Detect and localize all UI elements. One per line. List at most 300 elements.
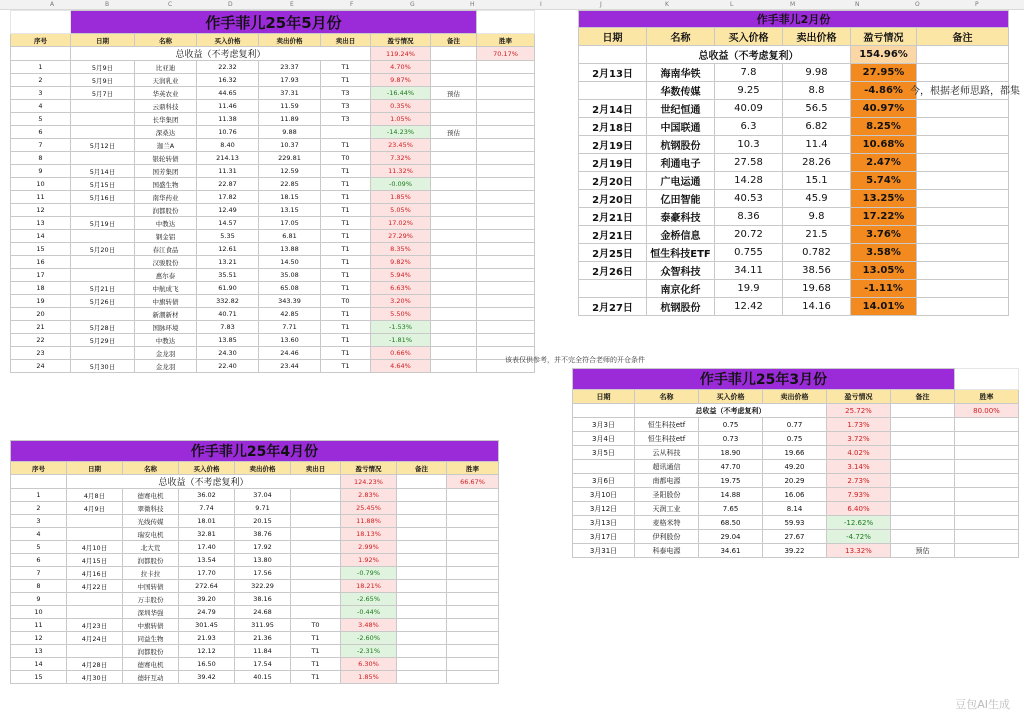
apr-cell-empty xyxy=(397,593,447,606)
may-cell: 17.05 xyxy=(259,217,321,230)
apr-cell: 中国转债 xyxy=(123,580,179,593)
may-cell: 5月29日 xyxy=(71,334,135,347)
mar-cell: 科泰电源 xyxy=(635,544,699,558)
may-cell xyxy=(431,165,477,178)
may-cell xyxy=(71,308,135,321)
may-cell: 9 xyxy=(11,165,71,178)
may-cell: 17 xyxy=(11,269,71,282)
may-cell: 17.02% xyxy=(371,217,431,230)
mar-win-rate: 80.00% xyxy=(955,404,1019,418)
apr-cell: 12 xyxy=(11,632,67,645)
feb-cell-empty xyxy=(917,64,1009,82)
mar-row xyxy=(573,516,1019,530)
mar-row xyxy=(573,474,1019,488)
apr-cell: 2.99% xyxy=(341,541,397,554)
mar-cell: 34.61 xyxy=(699,544,763,558)
apr-cell: 6 xyxy=(11,554,67,567)
feb-cell: 杭钢股份 xyxy=(647,298,715,316)
may-cell: 新潮新材 xyxy=(135,308,197,321)
may-cell: 天润乳业 xyxy=(135,74,197,87)
may-title: 作手菲儿25年5月份 xyxy=(71,11,477,34)
apr-cell-empty xyxy=(397,489,447,502)
mar-col-header: 买入价格 xyxy=(699,390,763,404)
mar-cell xyxy=(891,502,955,516)
apr-cell-empty xyxy=(397,645,447,658)
may-cell: 35.08 xyxy=(259,269,321,282)
mar-cell: 16.06 xyxy=(763,488,827,502)
apr-col-header: 名称 xyxy=(123,462,179,475)
feb-row xyxy=(579,190,1009,208)
mar-cell: 39.22 xyxy=(763,544,827,558)
feb-cell: 10.3 xyxy=(715,136,783,154)
apr-cell: 11.84 xyxy=(235,645,291,658)
may-row xyxy=(11,347,535,360)
may-cell: 11.38 xyxy=(197,113,259,126)
may-cell: 5.35 xyxy=(197,230,259,243)
feb-cell-empty xyxy=(917,118,1009,136)
may-cell: 1.85% xyxy=(371,191,431,204)
may-cell-empty xyxy=(477,256,535,269)
mar-cell: 伊利股份 xyxy=(635,530,699,544)
may-cell: 惠尔泰 xyxy=(135,269,197,282)
feb-cell: 9.98 xyxy=(783,64,851,82)
may-cell: 5月16日 xyxy=(71,191,135,204)
feb-cell: 14.01% xyxy=(851,298,917,316)
feb-row xyxy=(579,154,1009,172)
may-cell xyxy=(71,113,135,126)
may-cell-empty xyxy=(477,191,535,204)
may-row xyxy=(11,152,535,165)
apr-cell-empty xyxy=(447,632,499,645)
mar-cell xyxy=(891,474,955,488)
may-cell: 27.29% xyxy=(371,230,431,243)
may-cell: 20 xyxy=(11,308,71,321)
may-cell: 预估 xyxy=(431,126,477,139)
apr-cell-empty xyxy=(447,554,499,567)
may-cell: 6.63% xyxy=(371,282,431,295)
apr-table-block xyxy=(10,440,499,684)
may-cell xyxy=(431,308,477,321)
mar-cell: 19.75 xyxy=(699,474,763,488)
feb-cell: 11.4 xyxy=(783,136,851,154)
feb-row xyxy=(579,118,1009,136)
mar-cell: 3月6日 xyxy=(573,474,635,488)
mar-cell: 3月31日 xyxy=(573,544,635,558)
may-col-header: 备注 xyxy=(431,34,477,47)
apr-table xyxy=(10,440,499,684)
mar-cell: 49.20 xyxy=(763,460,827,474)
apr-cell: -2.31% xyxy=(341,645,397,658)
apr-row xyxy=(11,658,499,671)
may-cell: 8.35% xyxy=(371,243,431,256)
feb-cell: 40.97% xyxy=(851,100,917,118)
apr-cell: 16.50 xyxy=(179,658,235,671)
feb-cell: 2月20日 xyxy=(579,172,647,190)
may-cell: 长华集团 xyxy=(135,113,197,126)
apr-cell-empty xyxy=(397,671,447,684)
apr-cell: 272.64 xyxy=(179,580,235,593)
ai-watermark: 豆包AI生成 xyxy=(955,698,1010,711)
apr-cell-empty xyxy=(447,528,499,541)
mar-cell: 19.66 xyxy=(763,446,827,460)
may-cell: T1 xyxy=(321,74,371,87)
apr-cell-empty xyxy=(397,528,447,541)
may-cell: T1 xyxy=(321,282,371,295)
mar-cell: 0.73 xyxy=(699,432,763,446)
apr-cell xyxy=(67,515,123,528)
may-cell: 5月7日 xyxy=(71,87,135,100)
may-cell: 5月30日 xyxy=(71,360,135,373)
apr-cell: 4月28日 xyxy=(67,658,123,671)
may-row xyxy=(11,321,535,334)
mar-cell: 59.93 xyxy=(763,516,827,530)
feb-cell: 27.95% xyxy=(851,64,917,82)
may-row xyxy=(11,74,535,87)
apr-cell: 25.45% xyxy=(341,502,397,515)
apr-cell: 翠微科技 xyxy=(123,502,179,515)
apr-cell: 1 xyxy=(11,489,67,502)
feb-cell: 2月14日 xyxy=(579,100,647,118)
may-cell-empty xyxy=(477,321,535,334)
mar-cell: -12.62% xyxy=(827,516,891,530)
apr-cell: 17.92 xyxy=(235,541,291,554)
may-cell xyxy=(71,230,135,243)
apr-cell: 2 xyxy=(11,502,67,515)
may-col-header: 盈亏情况 xyxy=(371,34,431,47)
may-cell: 22 xyxy=(11,334,71,347)
feb-title: 作手菲儿2月份 xyxy=(579,11,1009,28)
mar-cell-empty xyxy=(955,418,1019,432)
may-cell xyxy=(431,113,477,126)
feb-cell: 广电运通 xyxy=(647,172,715,190)
may-cell: T1 xyxy=(321,321,371,334)
apr-cell: 39.20 xyxy=(179,593,235,606)
mar-col-header: 备注 xyxy=(891,390,955,404)
may-cell: 10 xyxy=(11,178,71,191)
may-cell: 24.30 xyxy=(197,347,259,360)
may-cell: 0.35% xyxy=(371,100,431,113)
feb-cell-empty xyxy=(917,244,1009,262)
may-cell: 24 xyxy=(11,360,71,373)
feb-table-block xyxy=(578,10,1009,316)
may-col-header: 买入价格 xyxy=(197,34,259,47)
may-cell-empty xyxy=(477,295,535,308)
may-cell: 4.64% xyxy=(371,360,431,373)
feb-cell: 6.82 xyxy=(783,118,851,136)
may-cell: 5.50% xyxy=(371,308,431,321)
feb-cell-empty xyxy=(917,208,1009,226)
mar-table xyxy=(572,368,1019,558)
may-row xyxy=(11,269,535,282)
feb-cell: 13.25% xyxy=(851,190,917,208)
apr-win-rate: 66.67% xyxy=(447,475,499,489)
may-cell: T1 xyxy=(321,230,371,243)
may-cell: 18 xyxy=(11,282,71,295)
may-cell: 钢金铝 xyxy=(135,230,197,243)
apr-cell: 4月10日 xyxy=(67,541,123,554)
feb-cell: 21.5 xyxy=(783,226,851,244)
may-cell: T1 xyxy=(321,139,371,152)
feb-cell xyxy=(579,280,647,298)
feb-cell: 2月19日 xyxy=(579,136,647,154)
may-cell: T1 xyxy=(321,191,371,204)
may-cell: 13.85 xyxy=(197,334,259,347)
feb-cell: 2.47% xyxy=(851,154,917,172)
may-row xyxy=(11,191,535,204)
may-cell-empty xyxy=(477,308,535,321)
mar-cell: 南都电源 xyxy=(635,474,699,488)
feb-cell-empty xyxy=(917,298,1009,316)
apr-row xyxy=(11,502,499,515)
may-cell: -0.09% xyxy=(371,178,431,191)
apr-cell: 4月9日 xyxy=(67,502,123,515)
feb-row xyxy=(579,172,1009,190)
may-cell: 343.39 xyxy=(259,295,321,308)
may-cell: 11.32% xyxy=(371,165,431,178)
may-cell: T1 xyxy=(321,165,371,178)
mar-cell xyxy=(891,530,955,544)
may-cell: 22.32 xyxy=(197,61,259,74)
may-cell: 5月15日 xyxy=(71,178,135,191)
apr-cell: T1 xyxy=(291,632,341,645)
may-cell: 17.82 xyxy=(197,191,259,204)
apr-col-header: 卖出价格 xyxy=(235,462,291,475)
feb-cell: 13.05% xyxy=(851,262,917,280)
apr-row xyxy=(11,580,499,593)
mar-cell-empty xyxy=(955,516,1019,530)
mar-cell: 0.75 xyxy=(699,418,763,432)
feb-cell: 9.8 xyxy=(783,208,851,226)
apr-cell: 深圳华强 xyxy=(123,606,179,619)
may-cell: 国芳集团 xyxy=(135,165,197,178)
may-cell xyxy=(431,243,477,256)
feb-cell: 9.25 xyxy=(715,82,783,100)
apr-cell: 15 xyxy=(11,671,67,684)
may-row xyxy=(11,256,535,269)
feb-row xyxy=(579,280,1009,298)
apr-cell-empty xyxy=(397,502,447,515)
feb-cell: 2月21日 xyxy=(579,226,647,244)
apr-cell-empty xyxy=(397,632,447,645)
mar-cell: 1.73% xyxy=(827,418,891,432)
feb-cell: 2月20日 xyxy=(579,190,647,208)
feb-row xyxy=(579,136,1009,154)
feb-cell: 2月26日 xyxy=(579,262,647,280)
apr-col-header: 卖出日 xyxy=(291,462,341,475)
feb-table xyxy=(578,10,1009,316)
may-cell: 7.32% xyxy=(371,152,431,165)
may-cell-empty xyxy=(477,152,535,165)
may-cell: 23.45% xyxy=(371,139,431,152)
may-cell: 中旗转债 xyxy=(135,295,197,308)
apr-col-header: 日期 xyxy=(67,462,123,475)
may-cell xyxy=(431,269,477,282)
apr-cell: 24.79 xyxy=(179,606,235,619)
feb-total-label: 总收益（不考虑复利） xyxy=(647,46,851,64)
feb-row xyxy=(579,244,1009,262)
column-letter: O xyxy=(915,1,920,8)
may-cell: 8 xyxy=(11,152,71,165)
may-cell: 4.70% xyxy=(371,61,431,74)
apr-row xyxy=(11,515,499,528)
feb-cell: 利通电子 xyxy=(647,154,715,172)
apr-col-header: 序号 xyxy=(11,462,67,475)
apr-cell: 37.04 xyxy=(235,489,291,502)
feb-cell-empty xyxy=(917,172,1009,190)
feb-cell: 0.755 xyxy=(715,244,783,262)
apr-cell: 4月22日 xyxy=(67,580,123,593)
may-cell: 21 xyxy=(11,321,71,334)
may-cell: 比亚迪 xyxy=(135,61,197,74)
mar-cell-empty xyxy=(955,474,1019,488)
feb-cell: 7.8 xyxy=(715,64,783,82)
may-cell: 10.76 xyxy=(197,126,259,139)
may-cell: 中教达 xyxy=(135,334,197,347)
may-col-header: 卖出价格 xyxy=(259,34,321,47)
feb-cell: 中国联通 xyxy=(647,118,715,136)
apr-total-label: 总收益（不考虑复利） xyxy=(67,475,341,489)
feb-col-header: 盈亏情况 xyxy=(851,28,917,46)
apr-cell: 5 xyxy=(11,541,67,554)
apr-cell: 322.29 xyxy=(235,580,291,593)
apr-cell-empty xyxy=(447,567,499,580)
may-cell: 17.93 xyxy=(259,74,321,87)
apr-cell-empty xyxy=(397,606,447,619)
feb-cell-empty xyxy=(917,226,1009,244)
apr-cell: 18.13% xyxy=(341,528,397,541)
apr-cell: 12.12 xyxy=(179,645,235,658)
mar-cell: 27.67 xyxy=(763,530,827,544)
may-cell: 13.60 xyxy=(259,334,321,347)
feb-cell: 2月21日 xyxy=(579,208,647,226)
may-cell: 中航成飞 xyxy=(135,282,197,295)
may-col-header: 胜率 xyxy=(477,34,535,47)
may-cell: 春江食品 xyxy=(135,243,197,256)
mar-row xyxy=(573,502,1019,516)
feb-cell: 杭钢股份 xyxy=(647,136,715,154)
column-letter: A xyxy=(50,1,55,8)
may-row xyxy=(11,139,535,152)
feb-cell-empty xyxy=(917,262,1009,280)
feb-cell: 10.68% xyxy=(851,136,917,154)
mar-cell: 预估 xyxy=(891,544,955,558)
apr-cell-empty xyxy=(397,515,447,528)
may-cell: 12.61 xyxy=(197,243,259,256)
may-cell: T1 xyxy=(321,347,371,360)
may-cell: T1 xyxy=(321,243,371,256)
mar-cell xyxy=(891,516,955,530)
feb-cell: 2月25日 xyxy=(579,244,647,262)
apr-cell: 38.16 xyxy=(235,593,291,606)
apr-cell: 14 xyxy=(11,658,67,671)
may-cell: 13 xyxy=(11,217,71,230)
feb-col-header: 备注 xyxy=(917,28,1009,46)
mar-cell: 云从科技 xyxy=(635,446,699,460)
mar-col-header: 名称 xyxy=(635,390,699,404)
mar-row xyxy=(573,488,1019,502)
may-row xyxy=(11,334,535,347)
mar-cell: 8.14 xyxy=(763,502,827,516)
column-letter: N xyxy=(855,1,860,8)
feb-cell: 40.09 xyxy=(715,100,783,118)
apr-cell: 4月15日 xyxy=(67,554,123,567)
apr-row xyxy=(11,619,499,632)
mar-cell: 6.40% xyxy=(827,502,891,516)
may-cell xyxy=(431,347,477,360)
mar-cell xyxy=(891,418,955,432)
feb-cell: 2月18日 xyxy=(579,118,647,136)
may-cell xyxy=(71,347,135,360)
may-cell: 12 xyxy=(11,204,71,217)
apr-cell-empty xyxy=(447,489,499,502)
mar-total-value: 25.72% xyxy=(827,404,891,418)
apr-cell: 拉卡拉 xyxy=(123,567,179,580)
feb-cell: 泰豪科技 xyxy=(647,208,715,226)
apr-cell: 11.88% xyxy=(341,515,397,528)
may-cell: 23 xyxy=(11,347,71,360)
feb-row xyxy=(579,298,1009,316)
apr-cell: 德赛电机 xyxy=(123,489,179,502)
feb-cell: 5.74% xyxy=(851,172,917,190)
may-cell: T3 xyxy=(321,100,371,113)
apr-cell: 13 xyxy=(11,645,67,658)
apr-col-header: 盈亏情况 xyxy=(341,462,397,475)
apr-cell xyxy=(67,593,123,606)
apr-cell: 20.15 xyxy=(235,515,291,528)
may-col-header: 日期 xyxy=(71,34,135,47)
apr-cell: 4 xyxy=(11,528,67,541)
feb-side-note: 今，根据老师思路，都集 xyxy=(910,86,1020,97)
apr-cell: 9.71 xyxy=(235,502,291,515)
apr-row xyxy=(11,489,499,502)
apr-cell xyxy=(291,489,341,502)
column-letter: J xyxy=(600,1,602,8)
may-row xyxy=(11,243,535,256)
may-cell: T1 xyxy=(321,256,371,269)
feb-cell: -1.11% xyxy=(851,280,917,298)
mar-row xyxy=(573,432,1019,446)
apr-col-header: 胜率 xyxy=(447,462,499,475)
may-cell: 16 xyxy=(11,256,71,269)
feb-cell: 8.8 xyxy=(783,82,851,100)
feb-cell: 众智科技 xyxy=(647,262,715,280)
may-cell: T1 xyxy=(321,178,371,191)
may-cell: 金龙羽 xyxy=(135,360,197,373)
apr-cell-empty xyxy=(447,619,499,632)
may-cell: -1.53% xyxy=(371,321,431,334)
may-cell: 4 xyxy=(11,100,71,113)
apr-cell xyxy=(67,528,123,541)
mar-cell-empty xyxy=(955,544,1019,558)
may-row xyxy=(11,308,535,321)
may-row xyxy=(11,295,535,308)
may-cell xyxy=(431,230,477,243)
apr-cell: 德轩互动 xyxy=(123,671,179,684)
mar-cell: 47.70 xyxy=(699,460,763,474)
may-cell: T3 xyxy=(321,113,371,126)
may-cell: -16.44% xyxy=(371,87,431,100)
mar-row xyxy=(573,418,1019,432)
apr-cell xyxy=(291,515,341,528)
feb-col-header: 日期 xyxy=(579,28,647,46)
feb-cell: 56.5 xyxy=(783,100,851,118)
feb-cell: 40.53 xyxy=(715,190,783,208)
apr-cell: 润都股份 xyxy=(123,645,179,658)
may-col-header: 序号 xyxy=(11,34,71,47)
may-cell: 6.81 xyxy=(259,230,321,243)
mar-cell: 3月5日 xyxy=(573,446,635,460)
may-cell xyxy=(71,152,135,165)
